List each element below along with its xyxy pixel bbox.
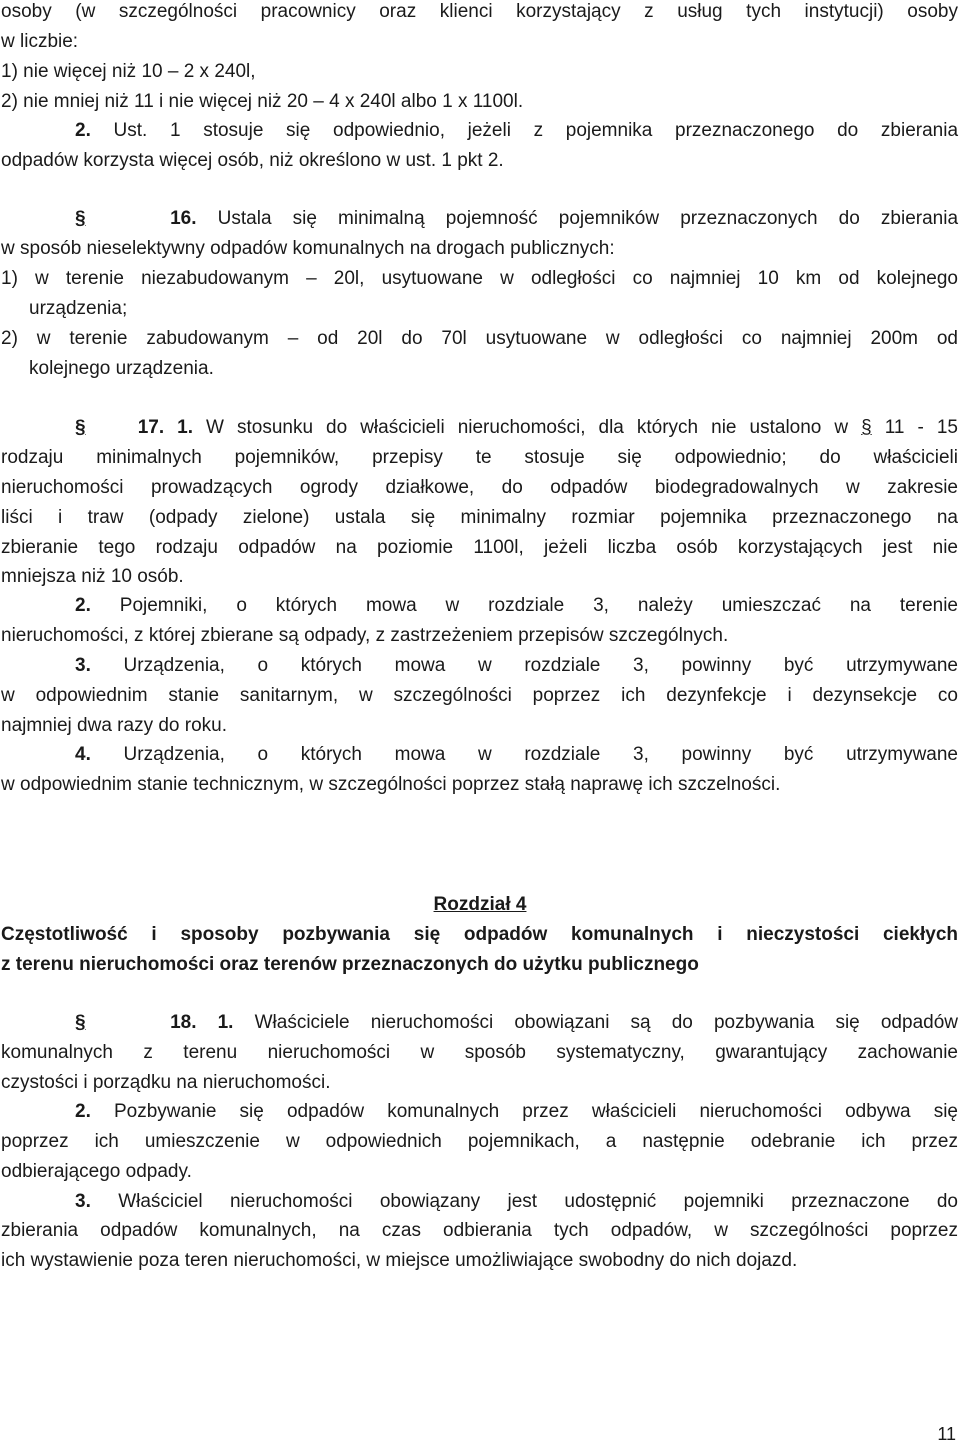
section-symbol: §: [75, 1012, 86, 1033]
text-line: komunalnych z terenu nieruchomości w sposób systematyczny, gwarantujący zachowanie: [1, 1042, 958, 1063]
paragraph-line: 2. Ust. 1 stosuje się odpowiednio, jeżeli z pojemnika przeznaczonego do zbierania: [75, 120, 959, 141]
chapter-title-line: z terenu nieruchomości oraz terenów przeznaczonych do użytku publicznego: [1, 954, 699, 975]
chapter-heading: Rozdział 4: [433, 894, 527, 915]
paragraph-number: 3.: [75, 655, 91, 676]
text-line: czystości i porządku na nieruchomości.: [1, 1072, 331, 1093]
paragraph-line: 3. Właściciel nieruchomości obowiązany jest udostępnić pojemniki przeznaczone do: [75, 1191, 959, 1212]
text-line: w liczbie:: [1, 31, 79, 52]
text-line: kolejnego urządzenia.: [29, 358, 214, 379]
list-item: 2) w terenie zabudowanym – od 20l do 70l usytuowane w odległości co najmniej 200m od: [1, 328, 958, 349]
section-number: 16.: [170, 208, 197, 229]
text-line: odpadów korzysta więcej osób, niż określono w ust. 1 pkt 2.: [1, 150, 504, 171]
text-line: osoby (w szczególności pracownicy oraz klienci korzystający z usług tych instytucji) osoby: [1, 1, 958, 22]
section-symbol: §: [75, 208, 86, 229]
section-number: 17. 1.: [137, 417, 193, 438]
chapter-title-line: Częstotliwość i sposoby pozbywania się odpadów komunalnych i nieczystości ciekłych: [1, 924, 958, 945]
text-line: ich wystawienie poza teren nieruchomości, w miejsce umożliwiające swobodny do nich dojazd.: [1, 1250, 798, 1271]
page-number: 11: [937, 1424, 956, 1444]
text-line: w sposób nieselektywny odpadów komunalnych na drogach publicznych:: [1, 238, 615, 259]
paragraph-line: 2. Pojemniki, o których mowa w rozdziale 3, należy umieszczać na terenie: [75, 595, 958, 616]
text-line: zbieranie tego rodzaju odpadów na poziomie 1100l, jeżeli liczba osób korzystających jest nie: [1, 537, 958, 558]
section-reference-symbol: §: [861, 417, 872, 438]
text-line: zbierania odpadów komunalnych, na czas odbierania tych odpadów, w szczególności poprzez: [1, 1220, 958, 1241]
list-item: 1) nie więcej niż 10 – 2 x 240l,: [1, 61, 256, 82]
paragraph-number: 4.: [75, 744, 91, 765]
text-line: liści i traw (odpady zielone) ustala się minimalny rozmiar pojemnika przeznaczonego na: [1, 507, 958, 528]
paragraph-number: 3.: [75, 1191, 91, 1212]
text-line: mniejsza niż 10 osób.: [1, 566, 184, 587]
section-17-line: § 17. 1. W stosunku do właścicieli nieruchomości, dla których nie ustalono w § 11 - 15: [75, 417, 958, 438]
paragraph-line: 3. Urządzenia, o których mowa w rozdziale 3, powinny być utrzymywane: [75, 655, 959, 676]
section-symbol: §: [75, 417, 86, 438]
text-line: nieruchomości prowadzących ogrody działkowe, do odpadów biodegradowalnych w zakresie: [1, 477, 958, 498]
paragraph-number: 2.: [75, 1101, 91, 1122]
text-line: urządzenia;: [29, 298, 128, 319]
paragraph-number: 2.: [75, 595, 91, 616]
section-18-line: § 18. 1. Właściciele nieruchomości obowiązani są do pozbywania się odpadów: [75, 1012, 958, 1033]
section-number: 18. 1.: [170, 1012, 234, 1033]
text-line: w odpowiednim stanie technicznym, w szczególności poprzez stałą naprawę ich szczelności.: [1, 774, 781, 795]
paragraph-line: 2. Pozbywanie się odpadów komunalnych przez właścicieli nieruchomości odbywa się: [75, 1101, 958, 1122]
text-line: nieruchomości, z której zbierane są odpady, z zastrzeżeniem przepisów szczególnych.: [1, 625, 729, 646]
paragraph-number: 2.: [75, 120, 91, 141]
list-item: 1) w terenie niezabudowanym – 20l, usytuowane w odległości co najmniej 10 km od kolejnego: [1, 268, 958, 289]
text-line: rodzaju minimalnych pojemników, przepisy te stosuje się odpowiednio; do właścicieli: [1, 447, 958, 468]
text-line: odbierającego odpady.: [1, 1161, 192, 1182]
paragraph-line: 4. Urządzenia, o których mowa w rozdziale 3, powinny być utrzymywane: [75, 744, 959, 765]
section-16-line: § 16. Ustala się minimalną pojemność pojemników przeznaczonych do zbierania: [75, 208, 959, 229]
text-line: w odpowiednim stanie sanitarnym, w szczególności poprzez ich dezynfekcje i dezynsekcje co: [1, 685, 958, 706]
text-line: najmniej dwa razy do roku.: [1, 715, 227, 736]
list-item: 2) nie mniej niż 11 i nie więcej niż 20 – 4 x 240l albo 1 x 1100l.: [1, 91, 524, 112]
text-line: poprzez ich umieszczenie w odpowiednich pojemnikach, a następnie odebranie ich przez: [1, 1131, 958, 1152]
